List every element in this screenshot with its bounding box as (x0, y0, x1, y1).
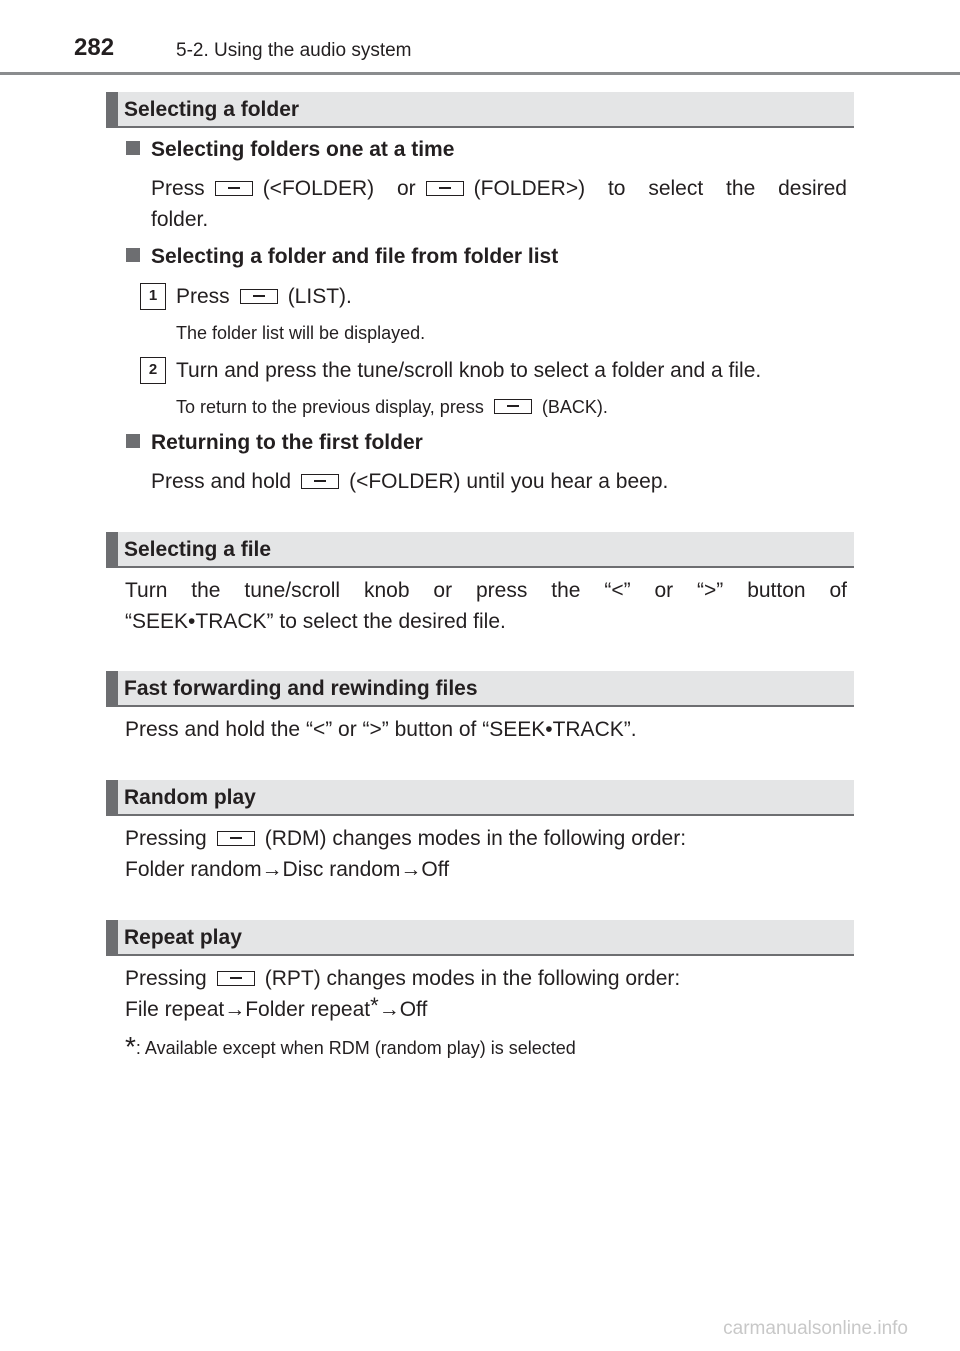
step-number-2: 2 (140, 357, 166, 384)
bullet-square-icon (126, 248, 140, 262)
button-icon (217, 971, 255, 986)
section-title: Random play (124, 786, 256, 809)
folder-instruction-line2: folder. (151, 208, 209, 231)
folder-instruction-line1: Press (<FOLDER) or (FOLDER>) to select the desired (151, 177, 847, 200)
fast-forward-text: Press and hold the “<” or “>” button of “SEEK•TRACK”. (125, 718, 637, 741)
section-title: Fast forwarding and rewinding files (124, 677, 478, 700)
section-header-selecting-folder (106, 92, 854, 128)
page-number: 282 (74, 34, 115, 61)
subheading-returning-first-folder: Returning to the first folder (126, 431, 423, 455)
footnote-marker: * (370, 993, 379, 1018)
step1-note: The folder list will be displayed. (176, 323, 426, 343)
section-accent (106, 92, 118, 128)
step1-text: Press (LIST). (176, 285, 352, 308)
repeat-text-line1: Pressing (RPT) changes modes in the following order: (125, 967, 681, 990)
header-divider (0, 72, 960, 75)
section-header-fast-forward (106, 671, 854, 707)
button-icon (215, 181, 253, 196)
repeat-text-line2: File repeat→Folder repeat*→Off (125, 993, 428, 1021)
file-text-line2: “SEEK•TRACK” to select the desired file. (125, 610, 506, 633)
section-accent (106, 920, 118, 956)
random-text-line1: Pressing (RDM) changes modes in the following order: (125, 827, 687, 850)
button-icon (426, 181, 464, 196)
file-text-line1: Turn the tune/scroll knob or press the “<” or “>” button of (125, 579, 847, 602)
bullet-square-icon (126, 141, 140, 155)
return-folder-text: Press and hold (<FOLDER) until you hear a beep. (151, 470, 669, 493)
button-icon (240, 289, 278, 304)
section-accent (106, 780, 118, 816)
bullet-square-icon (126, 434, 140, 448)
section-header-random-play (106, 780, 854, 816)
section-title: Repeat play (124, 926, 242, 949)
section-header-repeat-play (106, 920, 854, 956)
section-accent (106, 532, 118, 568)
step2-text: Turn and press the tune/scroll knob to select a folder and a file. (176, 359, 762, 382)
footnote: *: Available except when RDM (random play) is selected (125, 1031, 576, 1062)
subheading-folder-list: Selecting a folder and file from folder list (126, 245, 558, 269)
section-title: Selecting a folder (124, 98, 300, 121)
watermark: carmanualsonline.info (723, 1318, 908, 1339)
random-text-line2: Folder random→Disc random→Off (125, 858, 450, 881)
section-breadcrumb: 5-2. Using the audio system (176, 40, 412, 61)
section-title: Selecting a file (124, 538, 272, 561)
footnote-star: * (125, 1031, 136, 1062)
step2-note: To return to the previous display, press (BACK). (176, 397, 608, 417)
subheading-folders-one-at-a-time: Selecting folders one at a time (126, 138, 454, 162)
button-icon (217, 831, 255, 846)
button-icon (301, 474, 339, 489)
section-accent (106, 671, 118, 707)
section-header-selecting-file (106, 532, 854, 568)
button-icon (494, 399, 532, 414)
step-number-1: 1 (140, 283, 166, 310)
